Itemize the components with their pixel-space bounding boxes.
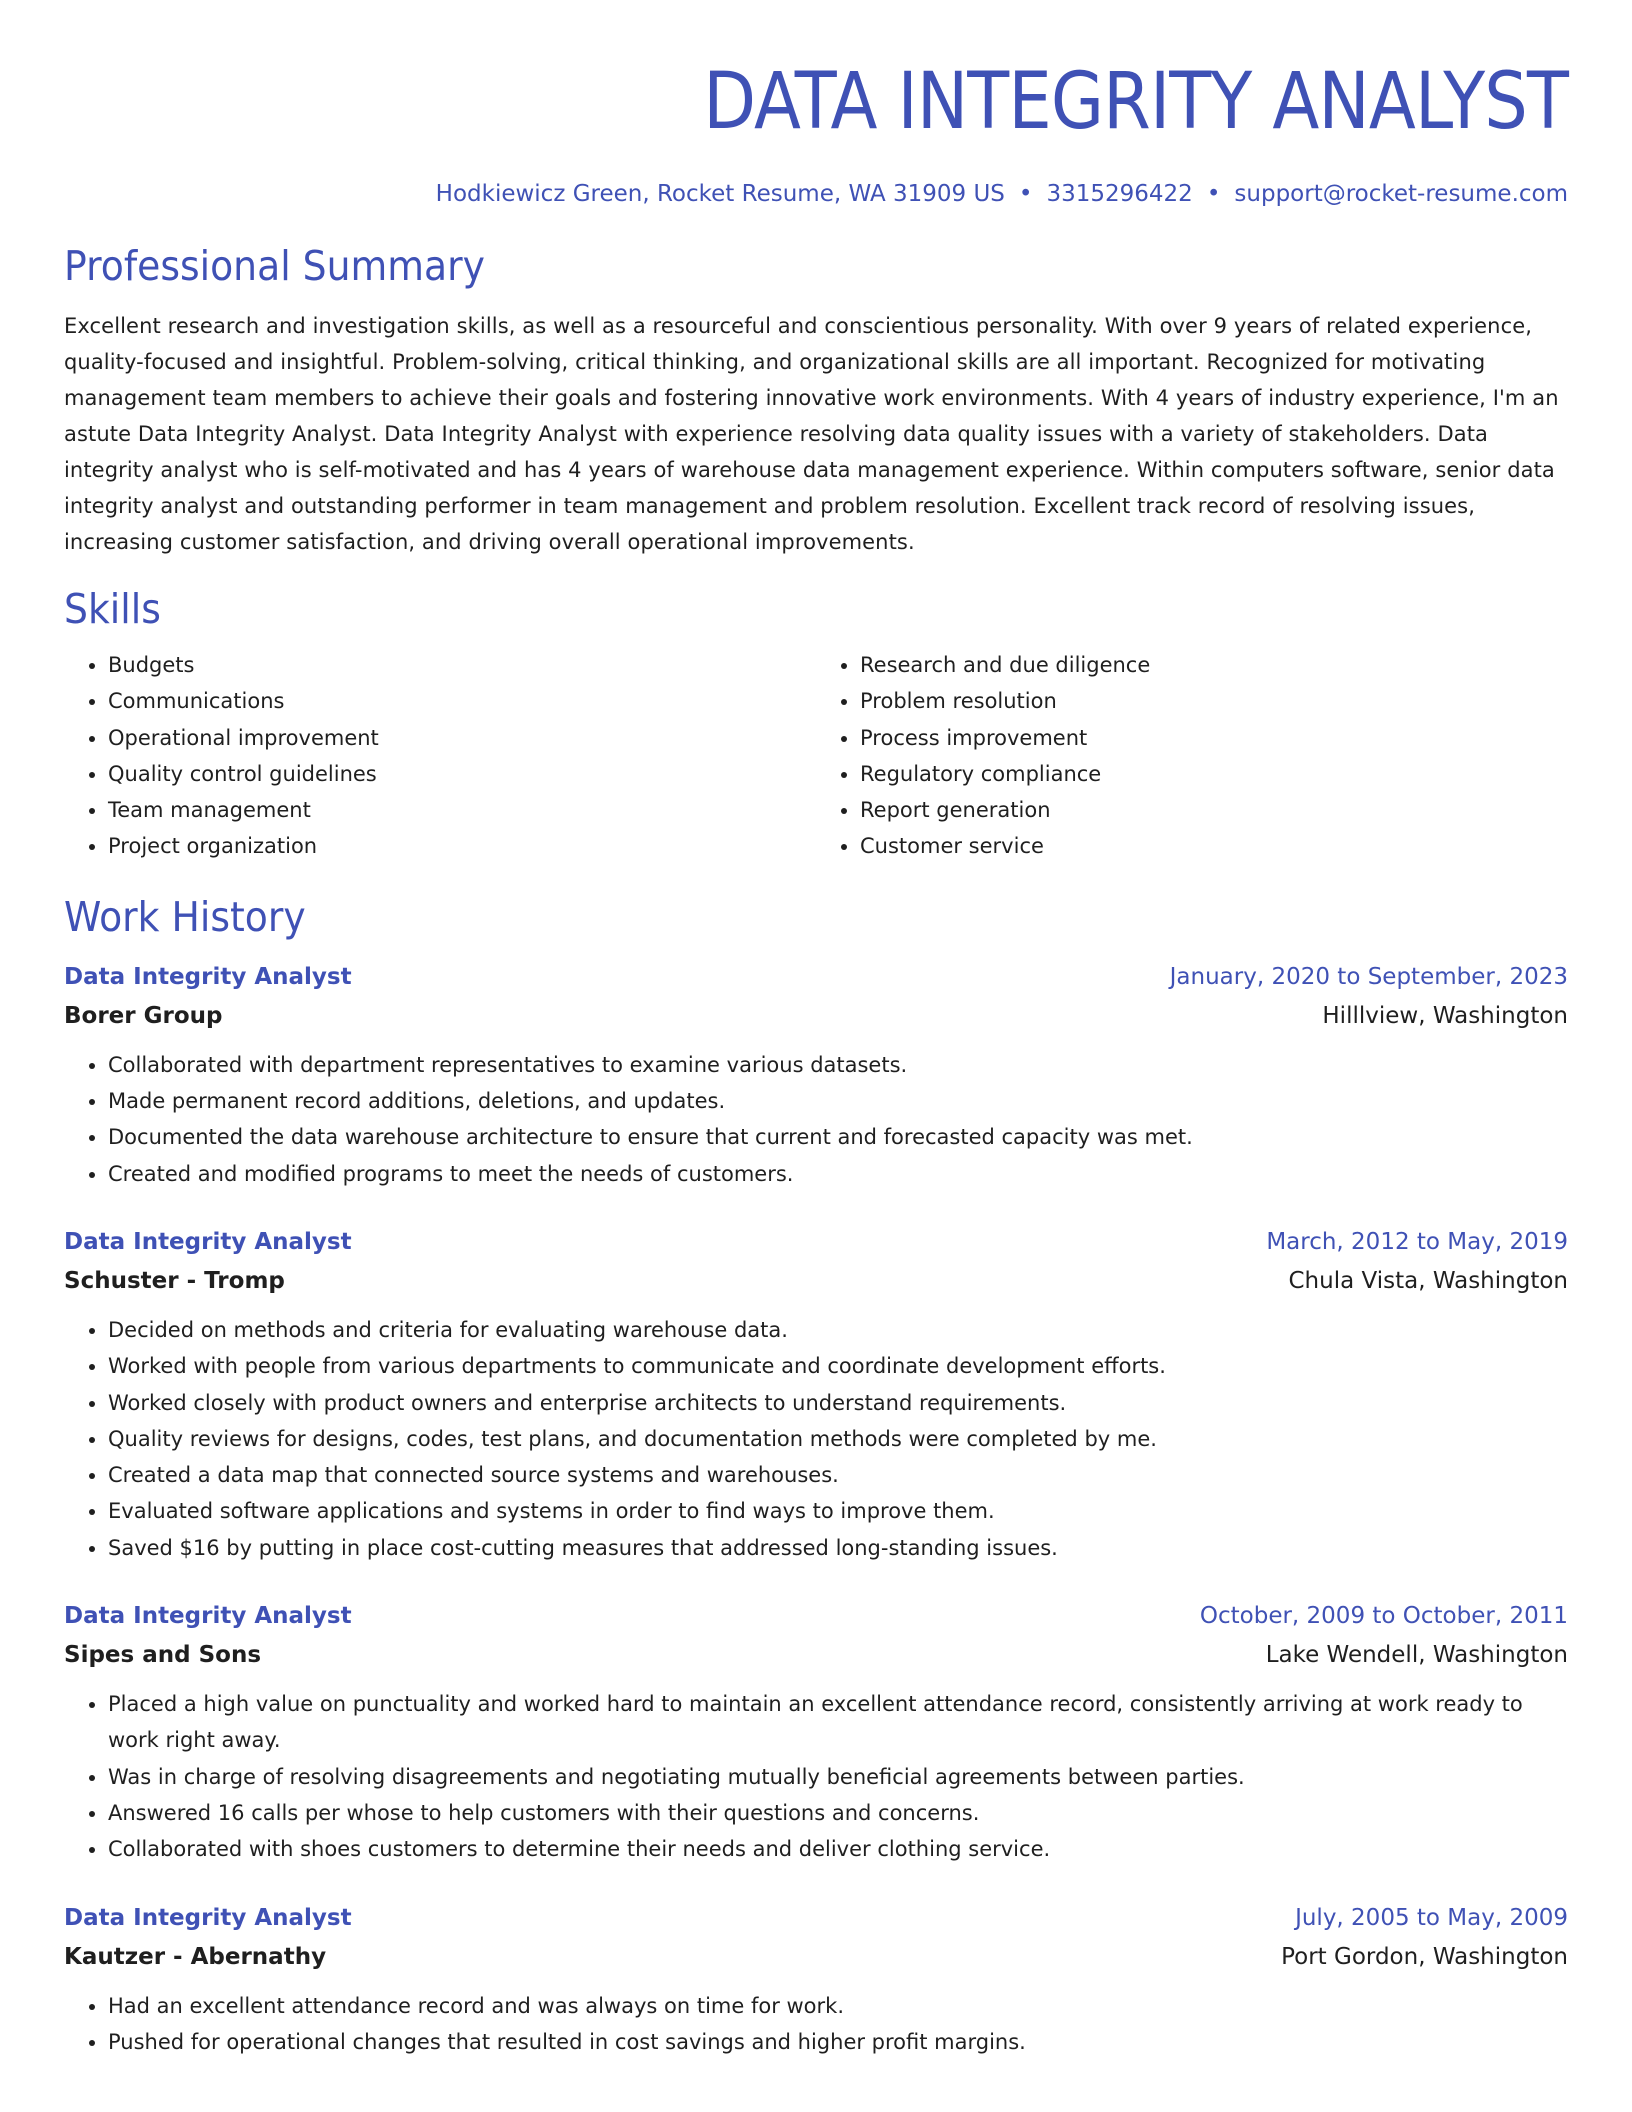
summary-text: Excellent research and investigation skills, as well as a resourceful and conscientious personality. With over 9 years of related experience, quality-focused and insightful. Problem-solving, critical thinking, and organizational skills are all important. Recognized for motivating management team members to achieve their goals and fostering innovative work environments. With 4 years of industry experience, I'm an astute Data Integrity Analyst. Data Integrity Analyst with experience resolving data quality issues with a variety of stakeholders. Data integrity analyst who is self-motivated and has 4 years of warehouse data management experience. Within computers software, senior data integrity analyst and outstanding performer in team management and problem resolution. Excellent track record of resolving issues, increasing customer satisfaction, and driving overall operational improvements. [64,314,1559,554]
job-bullet: • Made permanent record additions, deletions, and updates. [108,1083,1568,1119]
job-company: Schuster - Tromp [64,1267,285,1294]
contact-separator: • [1206,181,1221,207]
job-bullets [64,1988,1568,2061]
job-bullet: • Had an excellent attendance record and was always on time for work. [108,1988,1568,2024]
job-company: Sipes and Sons [64,1642,262,1669]
job-location: Chula Vista, Washington [1288,1267,1568,1294]
job-bullet: • Created a data map that connected source systems and warehouses. [108,1457,1568,1493]
summary-heading: Professional Summary [64,242,485,290]
job-bullet: • Placed a high value on punctuality and worked hard to maintain an excellent attendance record, consistently arriving at work ready to work right away. [108,1686,1568,1759]
skill-item: • Team management [108,792,816,828]
job-bullet: • Created and modified programs to meet the needs of customers. [108,1156,1568,1192]
skills-heading: Skills [64,585,161,633]
contact-line [64,178,1568,210]
job-dates: March, 2012 to May, 2019 [1266,1228,1568,1255]
job-dates: July, 2005 to May, 2009 [1295,1904,1568,1931]
skill-item: • Process improvement [860,720,1568,756]
skill-item: • Customer service [860,828,1568,864]
job-bullet: • Worked closely with product owners and enterprise architects to understand requirements. [108,1385,1568,1421]
skill-item: • Budgets [108,647,816,683]
job-bullet: • Documented the data warehouse architecture to ensure that current and forecasted capacity was met. [108,1119,1568,1155]
skill-item: • Communications [108,683,816,719]
job-location: Lake Wendell, Washington [1265,1642,1568,1669]
skill-item: • Problem resolution [860,683,1568,719]
job-title: Data Integrity Analyst [64,963,352,990]
job-entry [64,1898,1568,2061]
skills-list-left [64,647,816,865]
job-location: Port Gordon, Washington [1281,1943,1568,1970]
contact-phone: 3315296422 [1046,181,1193,207]
contact-separator: • [1018,181,1033,207]
job-bullets [64,1686,1568,1867]
job-bullet: • Collaborated with department representatives to examine various datasets. [108,1047,1568,1083]
job-title: Data Integrity Analyst [64,1228,352,1255]
job-bullet: • Answered 16 calls per whose to help customers with their questions and concerns. [108,1795,1568,1831]
job-company-row [64,1262,1568,1300]
job-bullet: • Quality reviews for designs, codes, test plans, and documentation methods were completed by me. [108,1421,1568,1457]
skill-item: • Regulatory compliance [860,756,1568,792]
job-header-row [64,1596,1568,1636]
job-location: Hilllview, Washington [1322,1002,1568,1029]
job-bullet: • Was in charge of resolving disagreements and negotiating mutually beneficial agreements between parties. [108,1759,1568,1795]
skill-item: • Quality control guidelines [108,756,816,792]
skill-item: • Research and due diligence [860,647,1568,683]
skill-item: • Report generation [860,792,1568,828]
job-entry [64,957,1568,1192]
job-company: Kautzer - Abernathy [64,1943,327,1970]
resume-page [64,0,1568,2060]
contact-email: support@rocket-resume.com [1234,181,1568,207]
job-entry [64,1222,1568,1566]
skills-columns [64,647,1568,865]
job-bullets [64,1047,1568,1192]
contact-address: Hodkiewicz Green, Rocket Resume, WA 31909 US [435,181,1005,207]
job-dates: October, 2009 to October, 2011 [1199,1603,1568,1630]
job-company-row [64,997,1568,1035]
job-bullet: • Worked with people from various departments to communicate and coordinate development efforts. [108,1348,1568,1384]
job-bullets [64,1312,1568,1566]
job-bullet: • Saved $16 by putting in place cost-cutting measures that addressed long-standing issues. [108,1530,1568,1566]
job-company-row [64,1938,1568,1976]
skills-list-right [816,647,1568,865]
skill-item: • Project organization [108,828,816,864]
job-dates: January, 2020 to September, 2023 [1169,963,1568,990]
resume-name-title: DATA INTEGRITY ANALYST [703,57,1568,147]
job-company: Borer Group [64,1002,223,1029]
job-title: Data Integrity Analyst [64,1603,352,1630]
job-entry [64,1596,1568,1867]
job-header-row [64,1898,1568,1938]
job-bullet: • Evaluated software applications and systems in order to find ways to improve them. [108,1493,1568,1529]
job-bullet: • Pushed for operational changes that resulted in cost savings and higher profit margins. [108,2024,1568,2060]
job-bullet: • Decided on methods and criteria for evaluating warehouse data. [108,1312,1568,1348]
job-header-row [64,1222,1568,1262]
skill-item: • Operational improvement [108,720,816,756]
job-header-row [64,957,1568,997]
work-history-heading: Work History [64,892,306,941]
job-bullet: • Collaborated with shoes customers to determine their needs and deliver clothing service. [108,1831,1568,1867]
job-title: Data Integrity Analyst [64,1904,352,1931]
job-company-row [64,1636,1568,1674]
